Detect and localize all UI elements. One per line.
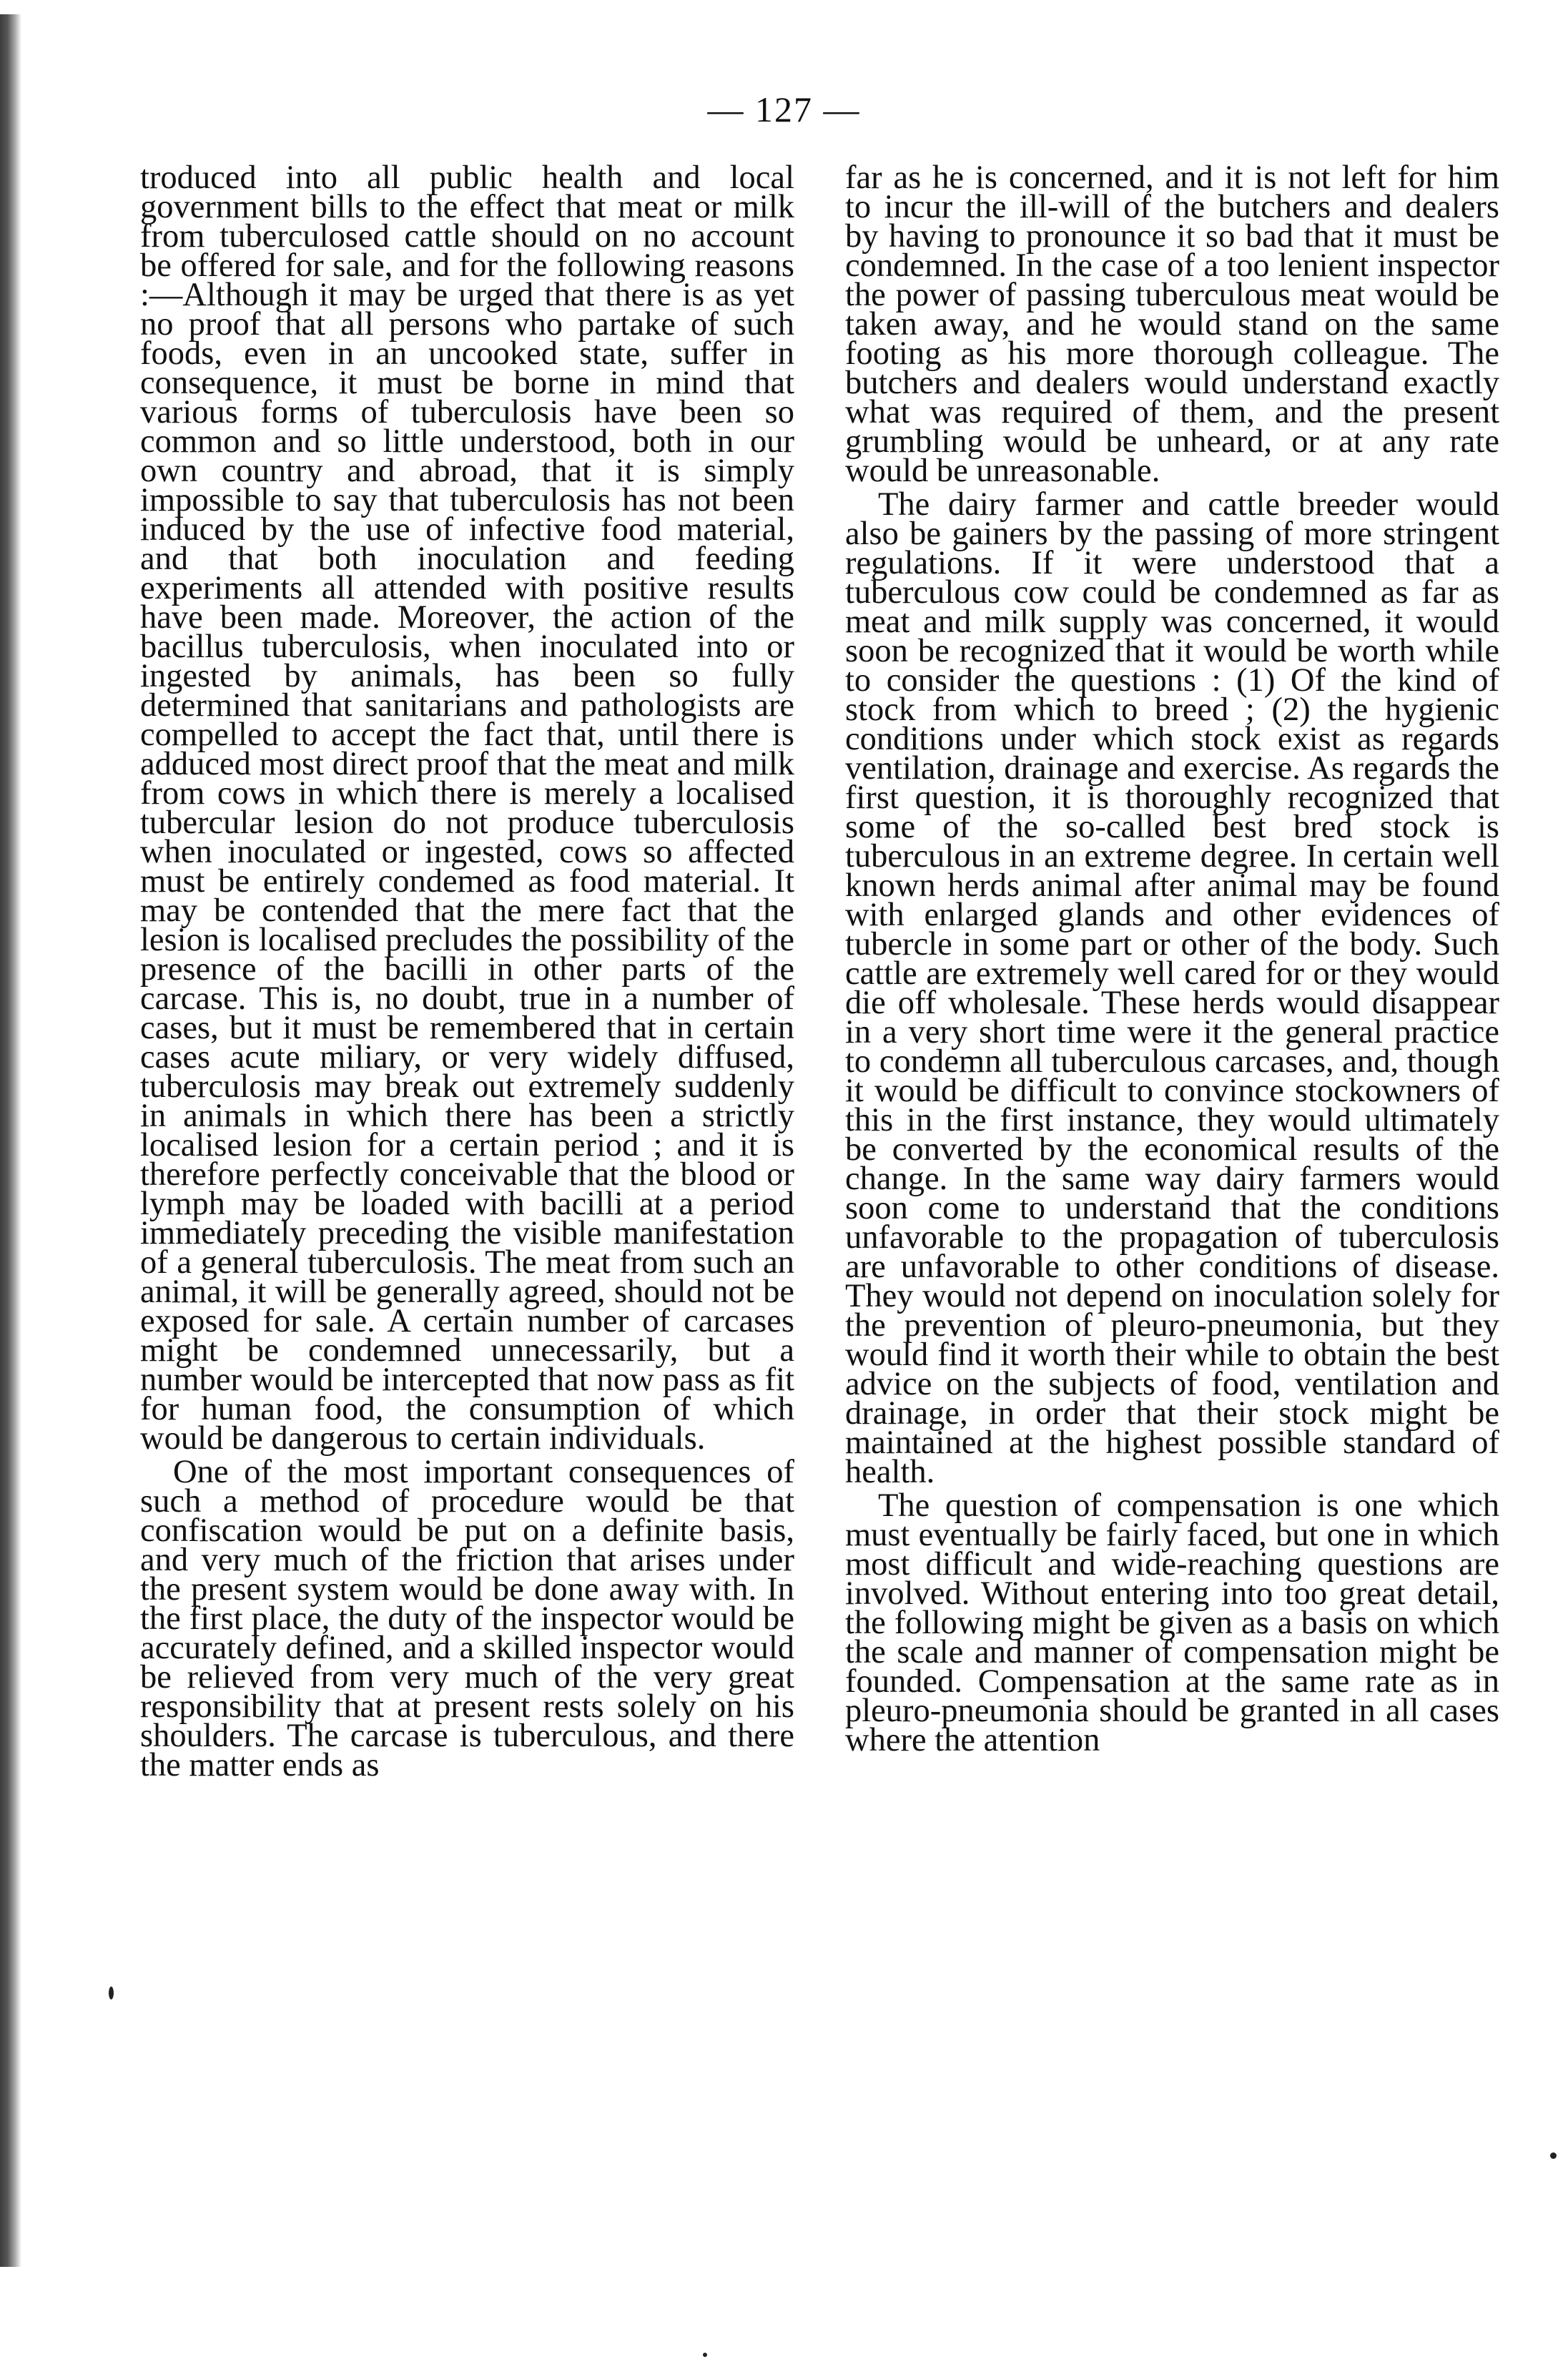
paragraph: One of the most important consequences of such a method of procedure would be that confiscation would be put on a definite basis, and very much of the friction that arises under the present system would be done away with. In the first place, the duty of the inspector would be accurately defined, and a skilled inspector would be relieved from very much of the very great responsibility that at present rests solely on his shoulders. The carcase is tuberculous, and there the matter ends as xyxy=(140,1454,794,1783)
paragraph: The dairy farmer and cattle breeder would also be gainers by the passing of more stringent regulations. If it were understood that a tuberculous cow could be condemned as far as meat and milk supply was concerned, it would soon be recognized that it would be worth while to consider the questions : (1) Of the kind of stock from which to breed ; (2) the hygienic conditions under which stock exist as regards ventilation, drainage and exercise. As regards the first question, it is thoroughly recognized that some of the so-called best bred stock is tuberculous in an extreme degree. In certain well known herds animal after animal may be found with enlarged glands and other evidences of tubercle in some part or other of the body. Such cattle are extremely well cared for or they would die off wholesale. These herds would disappear in a very short time were it the general practice to condemn all tuberculous carcases, and, though it would be difficult to convince stockowners of this in the first instance, they would ultimately be converted by the economical results of the change. In the same way dairy farmers would soon come to understand that the conditions unfavorable to the propagation of tuberculosis are unfavorable to other conditions of disease. They would not depend on inoculation solely for the prevention of pleuro-pneumonia, but they would find it worth their while to obtain the best advice on the subjects of food, ventilation and drainage, in order that their stock might be maintained at the highest possible standard of health. xyxy=(845,486,1499,1490)
paragraph: troduced into all public health and local government bills to the effect that meat or milk from tuberculosed cattle should on no account be offered for sale, and for the following reasons :—Although it may be urged that there is as yet no proof that all persons who partake of such foods, even in an uncooked state, suffer in consequence, it must be borne in mind that various forms of tuberculosis have been so common and so little understood, both in our own country and abroad, that it is simply impossible to say that tuberculosis has not been induced by the use of infective food material, and that both inoculation and feeding experiments all attended with positive results have been made. Moreover, the action of the bacillus tuberculosis, when inoculated into or ingested by animals, has been so fully determined that sanitarians and pathologists are compelled to accept the fact that, until there is adduced most direct proof that the meat and milk from cows in which there is merely a localised tubercular lesion do not produce tuberculosis when inoculated or ingested, cows so affected must be entirely condemed as food material. It may be contended that the mere fact that the lesion is localised precludes the possibility of the presence of the bacilli in other parts of the carcase. This is, no doubt, true in a number of cases, but it must be remembered that in certain cases acute miliary, or very widely diffused, tuberculosis may break out extremely suddenly in animals in which there has been a strictly localised lesion for a certain period ; and it is therefore perfectly conceivable that the blood or lymph may be loaded with bacilli at a period immediately preceding the visible manifestation of a general tuberculosis. The meat from such an animal, it will be generally agreed, should not be exposed for sale. A certain number of carcases might be condemned unnecessarily, but a number would be intercepted that now pass as fit for human food, the consumption of which would be dangerous to certain individuals. xyxy=(140,159,794,1457)
ink-speck xyxy=(109,1987,114,1999)
paragraph: The question of compensation is one which must eventually be fairly faced, but one in which most difficult and wide-reaching questions are involved. Without entering into too great detail, the following might be given as a basis on which the scale and manner of compensation might be founded. Compensation at the same rate as in pleuro-pneumonia should be granted in all cases where the attention xyxy=(845,1487,1499,1758)
page-number: — 127 — xyxy=(707,89,861,129)
left-column xyxy=(140,159,794,1784)
ink-speck xyxy=(1550,2152,1557,2159)
scanned-binding-edge xyxy=(0,14,21,2267)
ink-speck xyxy=(703,2353,707,2357)
paragraph: far as he is concerned, and it is not left for him to incur the ill-will of the butchers and dealers by having to pronounce it so bad that it must be condemned. In the case of a too lenient inspector the power of passing tuberculous meat would be taken away, and he would stand on the same footing as his more thorough colleague. The butchers and dealers would understand exactly what was required of them, and the present grumbling would be unheard, or at any rate would be unreasonable. xyxy=(845,159,1499,489)
right-column xyxy=(845,159,1499,1759)
